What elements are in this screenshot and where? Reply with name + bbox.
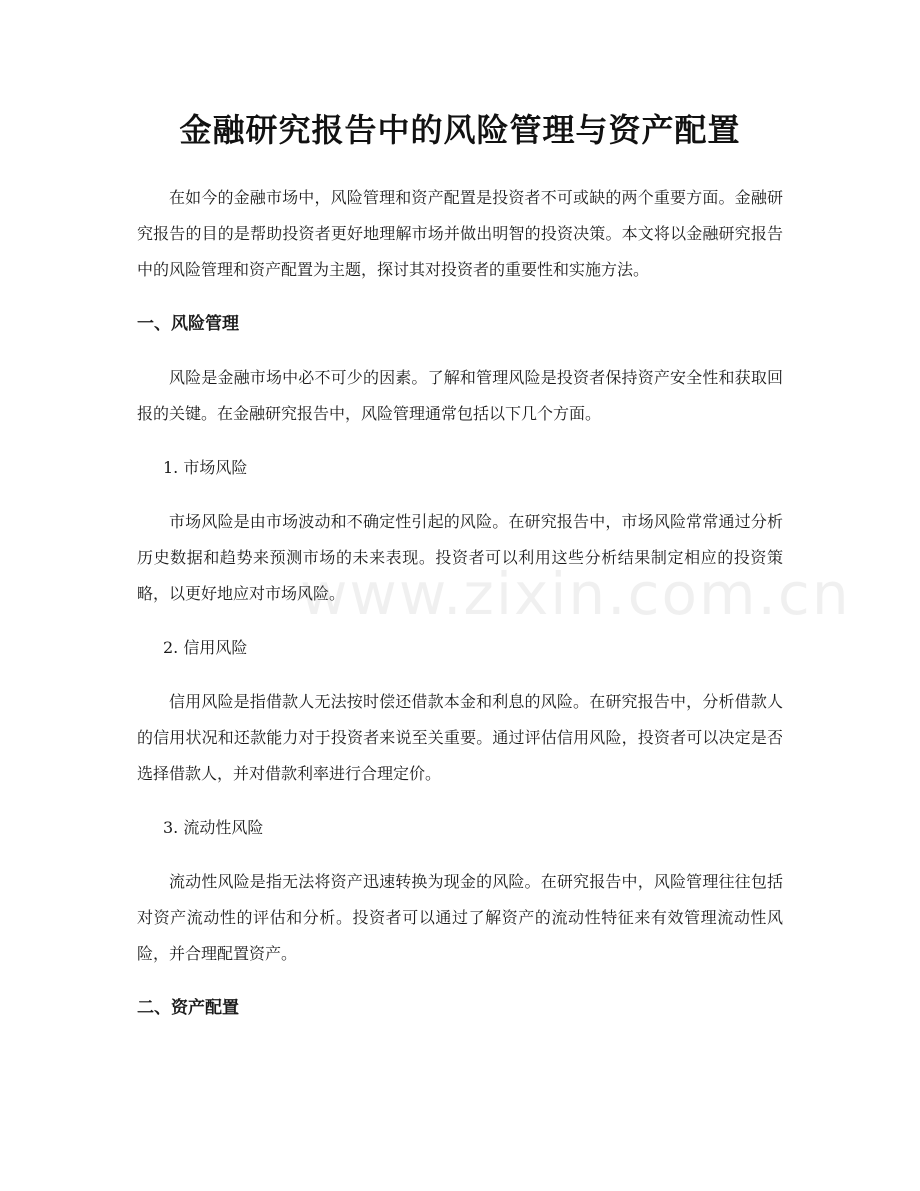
liquidity-risk-paragraph: 流动性风险是指无法将资产迅速转换为现金的风险。在研究报告中，风险管理往往包括对资产流动性的评估和分析。投资者可以通过了解资产的流动性特征来有效管理流动性风险，并合理配置资产。 bbox=[137, 872, 783, 963]
credit-risk-paragraph: 信用风险是指借款人无法按时偿还借款本金和利息的风险。在研究报告中，分析借款人的信用状况和还款能力对于投资者来说至关重要。通过评估信用风险，投资者可以决定是否选择借款人，并对借款利率进行合理定价。 bbox=[137, 692, 783, 783]
risk-management-paragraph: 风险是金融市场中必不可少的因素。了解和管理风险是投资者保持资产安全性和获取回报的关键。在金融研究报告中，风险管理通常包括以下几个方面。 bbox=[137, 368, 783, 423]
market-risk-paragraph: 市场风险是由市场波动和不确定性引起的风险。在研究报告中，市场风险常常通过分析历史数据和趋势来预测市场的未来表现。投资者可以利用这些分析结果制定相应的投资策略，以更好地应对市场风险。 bbox=[137, 512, 783, 603]
subheading-credit-risk: 2. 信用风险 bbox=[163, 638, 248, 657]
page-title: 金融研究报告中的风险管理与资产配置 bbox=[179, 111, 741, 149]
section-heading-asset-allocation: 二、资产配置 bbox=[137, 998, 239, 1018]
watermark: www.zixin.com.cn bbox=[300, 560, 851, 628]
subheading-market-risk: 1. 市场风险 bbox=[163, 458, 248, 477]
section-heading-risk-management: 一、风险管理 bbox=[137, 314, 239, 334]
document-body bbox=[137, 180, 783, 1044]
intro-paragraph: 在如今的金融市场中，风险管理和资产配置是投资者不可或缺的两个重要方面。金融研究报告的目的是帮助投资者更好地理解市场并做出明智的投资决策。本文将以金融研究报告中的风险管理和资产配置为主题，探讨其对投资者的重要性和实施方法。 bbox=[137, 188, 783, 279]
subheading-liquidity-risk: 3. 流动性风险 bbox=[163, 818, 264, 837]
